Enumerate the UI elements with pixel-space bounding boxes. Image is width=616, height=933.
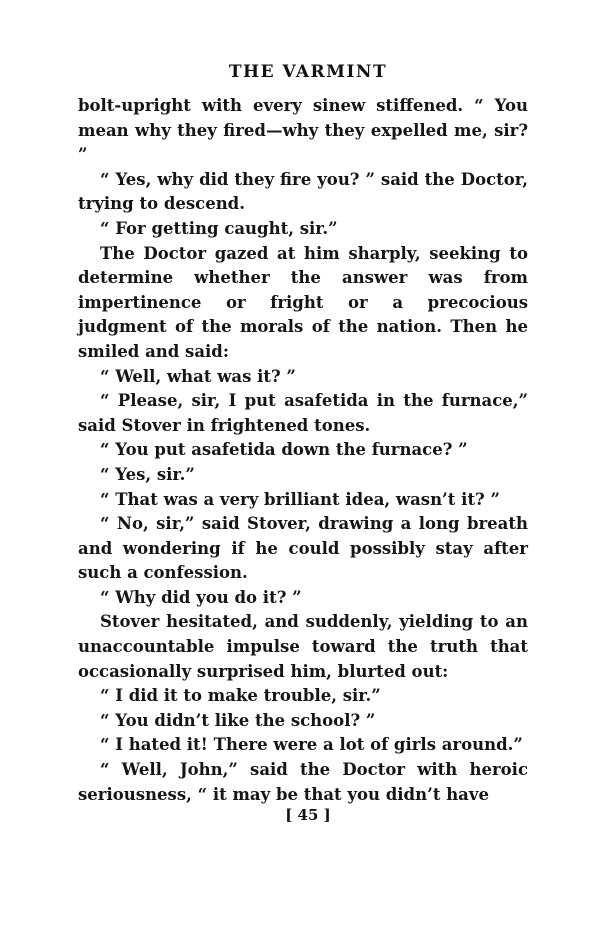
paragraph: “ That was a very brilliant idea, wasn’t it? ”	[100, 489, 500, 509]
paragraph: “ Yes, sir.”	[100, 464, 195, 484]
paragraph: “ You put asafetida down the furnace? ”	[100, 440, 468, 460]
running-header: THE VARMINT	[228, 62, 388, 82]
paragraph: “ You didn’t like the school? ”	[100, 710, 376, 730]
paragraph: “ Well, what was it? ”	[100, 366, 296, 386]
paragraph: “ Yes, why did they fire you? ” said the Doctor, trying to descend.	[78, 169, 528, 214]
paragraph: bolt-upright with every sinew stiffened. “ You mean why they fired—why they expelled me, sir? ”	[78, 96, 528, 165]
page-number: [ 45 ]	[285, 806, 331, 824]
paragraph: “ For getting caught, sir.”	[100, 218, 338, 238]
paragraph: “ Please, sir, I put asafetida in the furnace,” said Stover in frightened tones.	[78, 391, 528, 435]
paragraph: “ Well, John,” said the Doctor with heroic seriousness, “ it may be that you didn’t have	[78, 760, 528, 804]
paragraph: “ I did it to make trouble, sir.”	[100, 686, 381, 706]
paragraph: “ Why did you do it? ”	[100, 587, 302, 607]
paragraph: “ I hated it! There were a lot of girls around.”	[100, 735, 523, 755]
paragraph: The Doctor gazed at him sharply, seeking to determine whether the answer was from impertinence or fright or a precocious judgment of the morals of the nation. Then he smiled and said:	[78, 243, 528, 361]
body-text	[78, 94, 528, 807]
paragraph: Stover hesitated, and suddenly, yielding to an unaccountable impulse toward the truth that occasionally surprised him, blurted out:	[78, 612, 528, 681]
paragraph: “ No, sir,” said Stover, drawing a long breath and wondering if he could possibly stay after such a confession.	[78, 514, 528, 583]
